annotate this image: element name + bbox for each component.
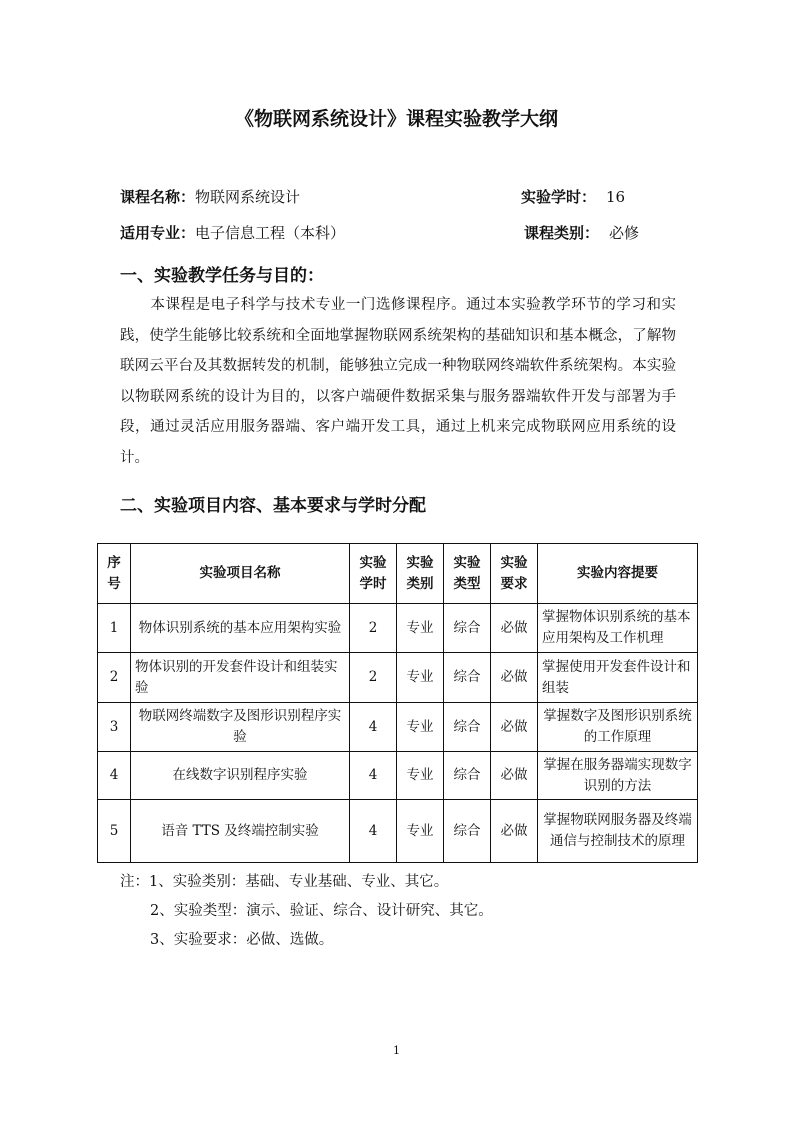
cell-name: 在线数字识别程序实验 [131,752,350,800]
cell-name: 语音 TTS 及终端控制实验 [131,800,350,863]
cell-requirement: 必做 [491,604,538,653]
hours-row [521,186,625,207]
major-row [120,222,345,243]
header-hours: 实验 学时 [350,544,397,604]
cell-requirement: 必做 [491,653,538,703]
cell-type: 综合 [444,604,491,653]
header-category: 实验 类别 [397,544,444,604]
page-number: 1 [393,1044,400,1057]
header-seq: 序 号 [98,544,131,604]
cell-category: 专业 [397,752,444,800]
hours-label: 实验学时： [521,188,597,206]
note-line-2: 2、实验类型：演示、验证、综合、设计研究、其它。 [150,903,493,919]
cell-type: 综合 [444,800,491,863]
note-line-3: 3、实验要求：必做、选做。 [150,932,334,948]
cell-name: 物体识别的开发套件设计和组装实验 [131,653,350,703]
cell-content: 掌握使用开发套件设计和组装 [538,653,698,703]
cell-hours: 2 [350,653,397,703]
cell-type: 综合 [444,752,491,800]
cell-category: 专业 [397,800,444,863]
section1-paragraph [120,290,676,473]
hours-value: 16 [606,188,626,206]
course-name-value: 物联网系统设计 [195,188,301,206]
cell-content: 掌握数字及图形识别系统的工作原理 [538,703,698,752]
cell-content: 掌握物体识别系统的基本应用架构及工作机理 [538,604,698,653]
cell-content: 掌握在服务器端实现数字识别的方法 [538,752,698,800]
table-row [98,752,698,800]
major-label: 适用专业： [120,224,196,242]
note-line-1: 注：1、实验类别：基础、专业基础、专业、其它。 [120,874,449,890]
cell-hours: 4 [350,703,397,752]
table-row [98,703,698,752]
header-content: 实验内容提要 [538,544,698,604]
header-name: 实验项目名称 [131,544,350,604]
table-row [98,604,698,653]
table-header-row [98,544,698,604]
header-type: 实验 类型 [444,544,491,604]
cell-requirement: 必做 [491,800,538,863]
section1-heading: 一、实验教学任务与目的： [120,266,324,286]
cell-category: 专业 [397,653,444,703]
course-name-label: 课程名称： [120,188,196,206]
cell-seq: 5 [98,800,131,863]
cell-hours: 4 [350,752,397,800]
cell-category: 专业 [397,703,444,752]
table-row [98,653,698,703]
cell-requirement: 必做 [491,703,538,752]
cell-seq: 2 [98,653,131,703]
table-row [98,800,698,863]
cell-type: 综合 [444,653,491,703]
cell-content: 掌握物联网服务器及终端通信与控制技术的原理 [538,800,698,863]
page-title: 《物联网系统设计》课程实验教学大纲 [234,108,558,130]
cell-name: 物联网终端数字及图形识别程序实验 [131,703,350,752]
experiment-table [97,543,698,863]
major-value: 电子信息工程（本科） [195,224,346,242]
cell-category: 专业 [397,604,444,653]
category-row [524,222,639,243]
category-label: 课程类别： [524,224,600,242]
cell-hours: 2 [350,604,397,653]
course-name-row [120,186,300,207]
cell-seq: 4 [98,752,131,800]
cell-seq: 1 [98,604,131,653]
cell-requirement: 必做 [491,752,538,800]
cell-seq: 3 [98,703,131,752]
section1-paragraph-text: 本课程是电子科学与技术专业一门选修课程序。通过本实验教学环节的学习和实践，使学生能够比较系统和全面地掌握物联网系统架构的基础知识和基本概念，了解物联网云平台及其数据转发的机制，能够独立完成一种物联网终端软件系统架构。本实验以物联网系统的设计为目的，以客户端硬件数据采集与服务器端软件开发与部署为手段，通过灵活应用服务器端、客户端开发工具，通过上机来完成物联网应用系统的设计。 [120,297,676,466]
cell-type: 综合 [444,703,491,752]
header-requirement: 实验 要求 [491,544,538,604]
cell-name: 物体识别系统的基本应用架构实验 [131,604,350,653]
section2-heading: 二、实验项目内容、基本要求与学时分配 [120,496,426,516]
category-value: 必修 [609,224,640,242]
cell-hours: 4 [350,800,397,863]
